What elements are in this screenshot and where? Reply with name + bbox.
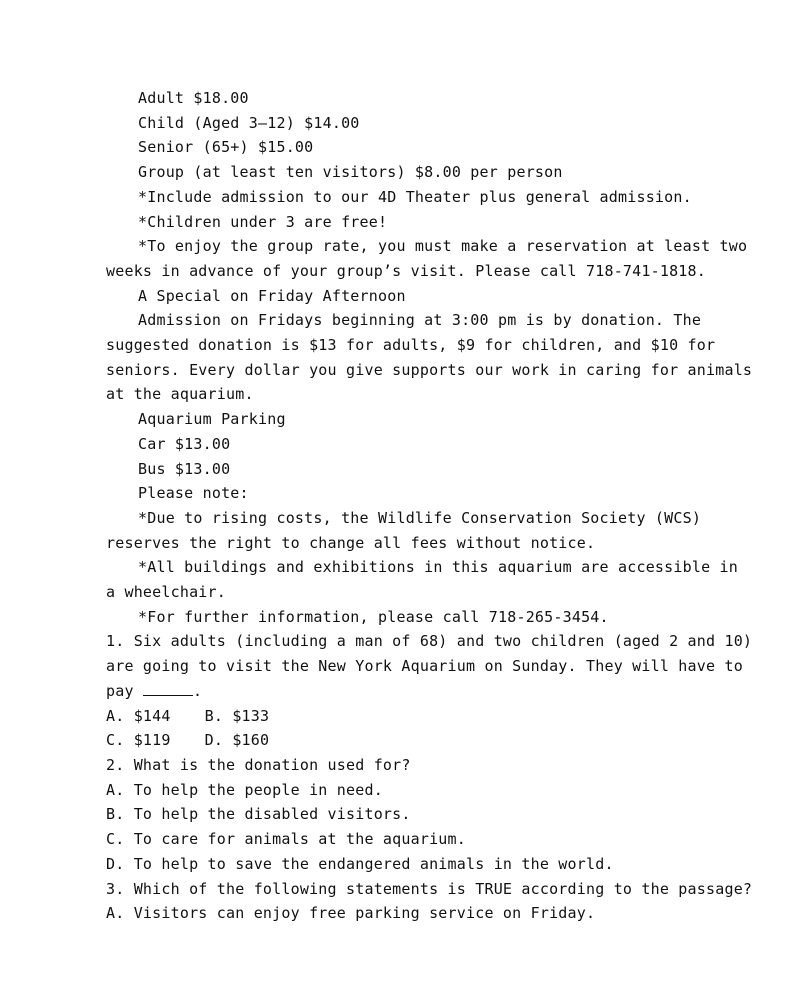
question-1-options-row — [106, 728, 684, 753]
question-3-option-a: A. Visitors can enjoy free parking service on Friday. — [106, 904, 596, 923]
question-1-stem-line: 1. Six adults (including a man of 68) and two children (aged 2 and 10) — [106, 632, 753, 651]
question-3-stem: 3. Which of the following statements is TRUE according to the passage? — [106, 879, 753, 898]
question-1-period: . — [192, 681, 203, 700]
note-wheelchair-line: *All buildings and exhibitions in this aquarium are accessible in — [138, 558, 738, 577]
question-1-pay-text: pay — [106, 681, 143, 700]
section-heading-friday: A Special on Friday Afternoon — [138, 286, 406, 305]
parking-bus: Bus $13.00 — [138, 459, 231, 478]
question-1-option-d: D. $160 — [204, 731, 270, 750]
question-1-option-b: B. $133 — [204, 706, 270, 725]
question-2-option-d: D. To help to save the endangered animals in the world. — [106, 854, 614, 873]
price-adult: Adult $18.00 — [138, 89, 249, 107]
friday-paragraph-line: seniors. Every dollar you give supports our work in caring for animals — [106, 360, 753, 379]
section-heading-note: Please note: — [138, 484, 249, 503]
note-fees-line: reserves the right to change all fees without notice. — [106, 533, 596, 552]
question-1-option-a: A. $144 — [106, 706, 171, 725]
price-group: Group (at least ten visitors) $8.00 per person — [138, 163, 563, 182]
note-wheelchair-line: a wheelchair. — [106, 583, 226, 602]
question-1-stem-line: are going to visit the New York Aquarium on Sunday. They will have to — [106, 657, 743, 676]
friday-paragraph-line: suggested donation is $13 for adults, $9 for children, and $10 for — [106, 336, 716, 355]
question-1-stem-line — [106, 679, 684, 704]
note-phone: *For further information, please call 718-265-3454. — [138, 607, 609, 626]
friday-paragraph-line: Admission on Fridays beginning at 3:00 pm is by donation. The — [138, 311, 702, 330]
note-4d-theater: *Include admission to our 4D Theater plus general admission. — [138, 187, 692, 206]
group-note-line: weeks in advance of your group’s visit. Please call 718-741-1818. — [106, 261, 706, 280]
question-1-option-c: C. $119 — [106, 731, 171, 750]
section-heading-parking: Aquarium Parking — [138, 410, 286, 429]
question-1-options-row — [106, 704, 684, 729]
question-2-stem: 2. What is the donation used for? — [106, 755, 411, 774]
friday-paragraph-line: at the aquarium. — [106, 385, 254, 404]
parking-car: Car $13.00 — [138, 434, 231, 453]
note-fees-line: *Due to rising costs, the Wildlife Conservation Society (WCS) — [138, 508, 702, 527]
question-2-option-c: C. To care for animals at the aquarium. — [106, 830, 466, 849]
price-child: Child (Aged 3—12) $14.00 — [138, 113, 360, 132]
question-2-option-b: B. To help the disabled visitors. — [106, 805, 411, 824]
note-children-free: *Children under 3 are free! — [138, 212, 388, 231]
group-note-line: *To enjoy the group rate, you must make a reservation at least two — [138, 237, 748, 256]
answer-blank — [143, 683, 193, 696]
price-senior: Senior (65+) $15.00 — [138, 138, 314, 157]
question-2-option-a: A. To help the people in need. — [106, 780, 383, 799]
